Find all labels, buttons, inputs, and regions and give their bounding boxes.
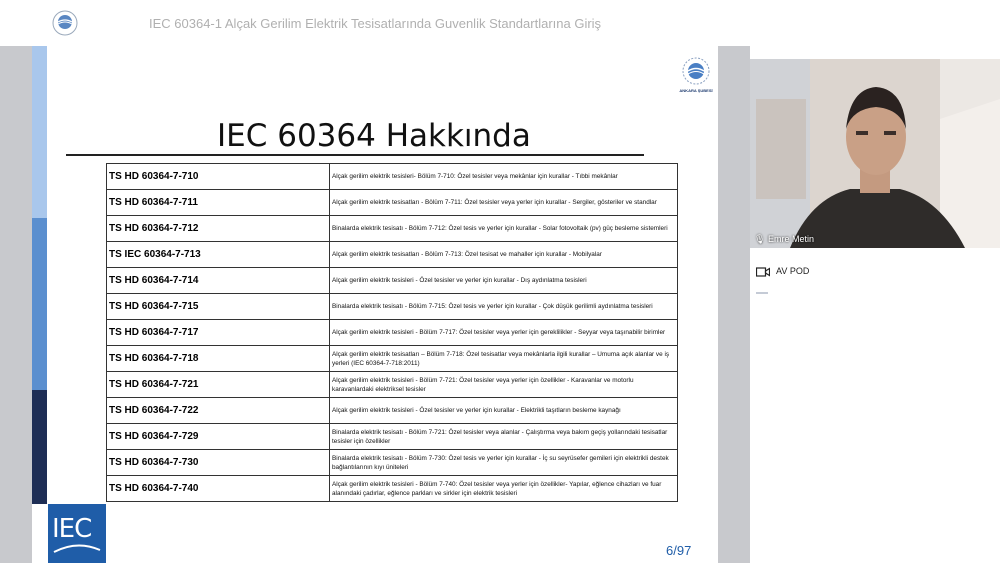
standard-description: Binalarda elektrik tesisatı - Bölüm 7-730: Özel tesis ve yerler için kurallar - İç su seyrüsefer gemileri için elektrikli destek bağlantılarının kıyı üniteleri bbox=[330, 450, 678, 476]
participants-panel bbox=[750, 46, 1000, 563]
standard-description: Alçak gerilim elektrik tesisatları – Bölüm 7-718: Özel tesisatlar veya mekânlarla ilgili kurallar – Umuma açık alanlar ve iş yerleri (IEC 60364-7-718:2011) bbox=[330, 346, 678, 372]
standard-code: TS HD 60364-7-718 bbox=[107, 346, 330, 372]
table-row bbox=[107, 164, 678, 190]
standard-code: TS HD 60364-7-722 bbox=[107, 398, 330, 424]
iec-logo-text: IEC bbox=[52, 514, 92, 544]
presentation-area bbox=[0, 46, 750, 563]
chamber-logo-icon bbox=[52, 10, 78, 36]
microphone-icon: 🎙 bbox=[754, 234, 766, 244]
emo-ankara-logo-icon bbox=[676, 54, 716, 94]
table-row bbox=[107, 242, 678, 268]
standard-code: TS HD 60364-7-740 bbox=[107, 476, 330, 502]
standard-code: TS HD 60364-7-730 bbox=[107, 450, 330, 476]
slide-stripe-dark bbox=[32, 390, 47, 504]
standard-description: Alçak gerilim elektrik tesisleri - Özel tesisler ve yerler için kurallar - Dış aydınlatma tesisleri bbox=[330, 268, 678, 294]
standard-code: TS HD 60364-7-717 bbox=[107, 320, 330, 346]
standard-code: TS HD 60364-7-721 bbox=[107, 372, 330, 398]
standard-code: TS HD 60364-7-715 bbox=[107, 294, 330, 320]
table-row bbox=[107, 398, 678, 424]
standard-description: Alçak gerilim elektrik tesisatları - Bölüm 7-711: Özel tesisler veya yerler için kurallar - Sergiler, gösteriler ve standlar bbox=[330, 190, 678, 216]
participant-video[interactable] bbox=[750, 59, 1000, 248]
camera-feed-icon bbox=[750, 59, 1000, 248]
standard-description: Alçak gerilim elektrik tesisleri - Özel tesisler ve yerler için kurallar - Elektrikli taşıtların besleme kaynağı bbox=[330, 398, 678, 424]
table-row bbox=[107, 294, 678, 320]
video-camera-icon bbox=[756, 267, 770, 277]
standard-code: TS HD 60364-7-712 bbox=[107, 216, 330, 242]
table-row bbox=[107, 372, 678, 398]
standard-code: TS HD 60364-7-714 bbox=[107, 268, 330, 294]
standard-code: TS HD 60364-7-711 bbox=[107, 190, 330, 216]
standard-code: TS IEC 60364-7-713 bbox=[107, 242, 330, 268]
chamber-logo-text: ANKARA ŞUBESİ bbox=[679, 88, 713, 93]
standard-description: Alçak gerilim elektrik tesisatları - Bölüm 7-713: Özel tesisat ve mahaller için kurallar - Mobilyalar bbox=[330, 242, 678, 268]
table-row bbox=[107, 346, 678, 372]
standard-description: Binalarda elektrik tesisatı - Bölüm 7-715: Özel tesis ve yerler için kurallar - Çok düşük gerilimli aydınlatma tesisleri bbox=[330, 294, 678, 320]
slide-title: IEC 60364 Hakkında bbox=[217, 118, 531, 154]
pod-divider bbox=[756, 292, 768, 294]
standard-description: Binalarda elektrik tesisatı - Bölüm 7-712: Özel tesis ve yerler için kurallar - Solar fotovoltaik (pv) güç besleme sistemleri bbox=[330, 216, 678, 242]
standard-description: Alçak gerilim elektrik tesisleri- Bölüm 7-710: Özel tesisler veya mekânlar için kurallar - Tıbbi mekânlar bbox=[330, 164, 678, 190]
session-title: IEC 60364-1 Alçak Gerilim Elektrik Tesisatlarında Guvenlik Standartlarına Giriş bbox=[149, 16, 602, 31]
title-divider bbox=[66, 154, 644, 156]
standard-description: Alçak gerilim elektrik tesisleri - Bölüm 7-717: Özel tesisler veya yerler için gereklilikler - Seyyar veya taşınabilir birimler bbox=[330, 320, 678, 346]
participant-name: Emre Metin bbox=[767, 234, 814, 244]
top-bar bbox=[0, 0, 1000, 47]
standard-description: Alçak gerilim elektrik tesisleri - Bölüm 7-721: Özel tesisler veya yerler için özellikler - Karavanlar ve motorlu karavanlardaki elektriksel tesisler bbox=[330, 372, 678, 398]
slide bbox=[32, 46, 718, 563]
participant-name-tag bbox=[754, 234, 814, 245]
iec-swoosh-icon bbox=[52, 542, 102, 556]
standard-description: Alçak gerilim elektrik tesisleri - Bölüm 7-740: Özel tesisler veya yerler için özellikler- Yapılar, eğlence cihazları ve fuar alanındaki çadırlar, eğlence parkları ve sirkler için elektrik tesisleri bbox=[330, 476, 678, 502]
standards-table bbox=[106, 163, 678, 502]
table-row bbox=[107, 268, 678, 294]
table-row bbox=[107, 216, 678, 242]
standard-description: Binalarda elektrik tesisatı - Bölüm 7-721: Özel tesisler veya alanlar - Çalıştırma veya bakım geçiş yollarındaki tesisatlar tesisler için özellikler bbox=[330, 424, 678, 450]
table-row bbox=[107, 320, 678, 346]
standard-code: TS HD 60364-7-729 bbox=[107, 424, 330, 450]
page-number: 6/97 bbox=[666, 543, 692, 558]
slide-stripe-light bbox=[32, 46, 47, 218]
table-row bbox=[107, 424, 678, 450]
table-row bbox=[107, 476, 678, 502]
iec-logo bbox=[48, 504, 106, 563]
standard-code: TS HD 60364-7-710 bbox=[107, 164, 330, 190]
table-row bbox=[107, 450, 678, 476]
slide-stripe-mid bbox=[32, 218, 47, 390]
av-pod-label bbox=[756, 266, 809, 277]
av-pod-text: AV POD bbox=[776, 266, 810, 276]
table-row bbox=[107, 190, 678, 216]
